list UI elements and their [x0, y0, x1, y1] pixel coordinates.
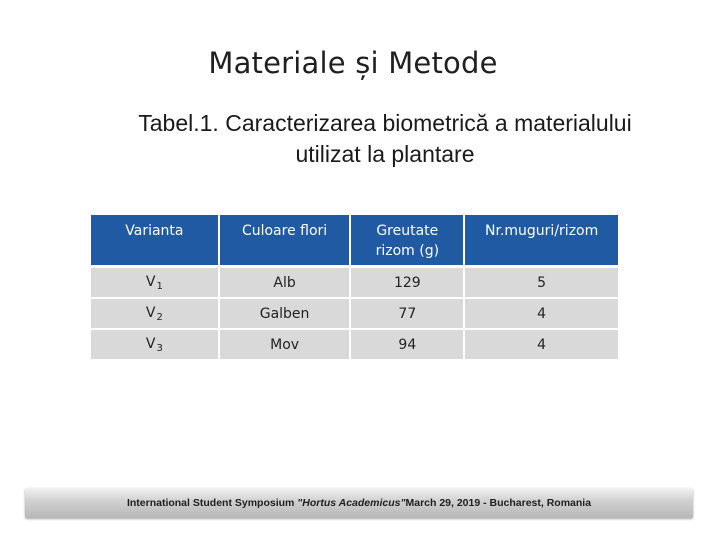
- cell-culoare: Galben: [219, 298, 351, 329]
- cell-varianta: [91, 329, 219, 359]
- table-row: [91, 329, 618, 359]
- table-caption: [90, 108, 680, 170]
- header-nr-muguri: Nr.muguri/rizom: [464, 215, 618, 267]
- cell-culoare: Mov: [219, 329, 351, 359]
- footer-date-location-text: March 29, 2019 - Bucharest, Romania: [405, 497, 592, 509]
- cell-greutate: 94: [350, 329, 464, 359]
- table-caption-line-2: utilizat la plantare: [295, 141, 475, 167]
- variant-letter: V: [145, 335, 156, 352]
- header-greutate-line-2: rizom (g): [375, 243, 440, 259]
- variant-subscript: 1: [156, 280, 163, 292]
- cell-muguri: 4: [464, 298, 618, 329]
- variant-subscript: 3: [156, 342, 163, 354]
- cell-greutate: 129: [350, 267, 464, 299]
- cell-varianta: [91, 298, 219, 329]
- table-row: [91, 267, 618, 299]
- variant-letter: V: [145, 304, 156, 321]
- cell-muguri: 4: [464, 329, 618, 359]
- cell-varianta: [91, 267, 219, 299]
- table-caption-line-1: Tabel.1. Caracterizarea biometrică a materialului: [138, 110, 632, 136]
- header-varianta: Varianta: [91, 215, 219, 267]
- footer-symposium-text: International Student Symposium: [126, 497, 298, 509]
- cell-greutate: 77: [350, 298, 464, 329]
- footer-hortus-text: "Hortus Academicus": [297, 497, 406, 509]
- cell-culoare: Alb: [219, 267, 351, 299]
- biometric-table: [91, 215, 618, 359]
- slide-title-text: Materiale și Metode: [208, 46, 498, 80]
- variant-subscript: 2: [156, 311, 163, 323]
- variant-letter: V: [145, 273, 156, 290]
- header-greutate-line-1: Greutate: [376, 223, 439, 239]
- footer-bar: [25, 488, 693, 518]
- table-row: [91, 298, 618, 329]
- header-culoare-flori: Culoare flori: [219, 215, 351, 267]
- cell-muguri: 5: [464, 267, 618, 299]
- table-header-row: [91, 215, 618, 267]
- header-greutate-rizom: [350, 215, 464, 267]
- slide-title: [0, 46, 720, 80]
